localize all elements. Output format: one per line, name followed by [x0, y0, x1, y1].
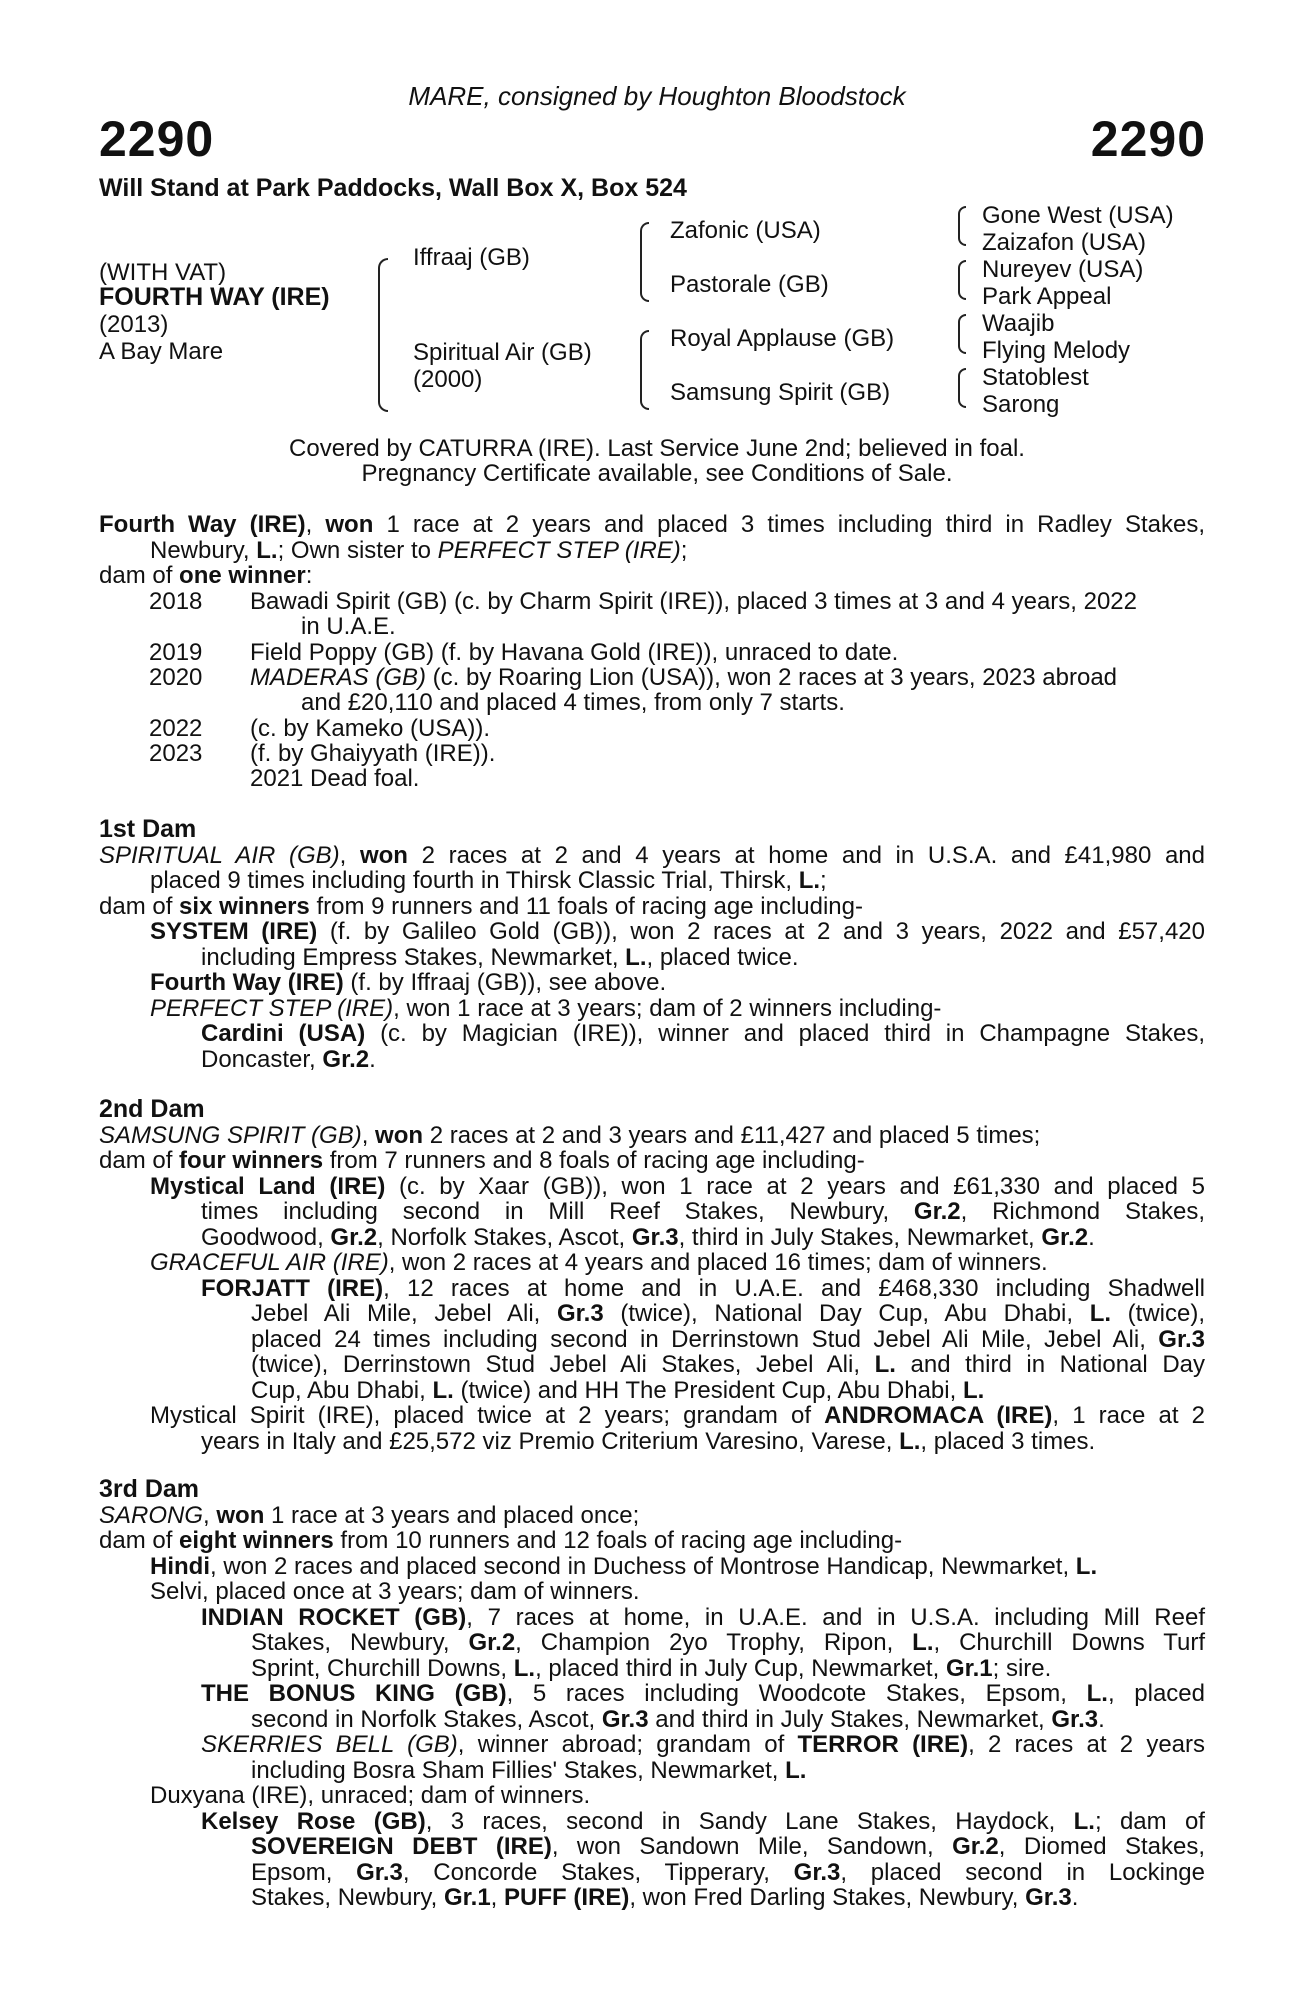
produce-year: 2018 [149, 588, 203, 615]
pedigree-brace-main [378, 258, 388, 412]
pedigree-g6: Flying Melody [982, 337, 1131, 364]
progeny-text: , won 2 races at 4 years and placed 16 times; dam of winners. [388, 1249, 1048, 1276]
intro-text: ; Own sister to [277, 536, 438, 564]
text-fragment: (twice), [1111, 1300, 1206, 1327]
progeny-text: , won 2 races and placed second in Duchess of Montrose Handicap, Newmarket, [210, 1552, 1076, 1580]
progeny-name: Hindi [150, 1552, 210, 1580]
dam-text: from 7 runners and 8 foals of racing age including- [323, 1147, 865, 1174]
text-fragment: Gr.2 [330, 1223, 378, 1251]
text-fragment: . [1098, 1705, 1105, 1733]
produce-text: (c. by Roaring Lion (USA)), won 2 races at 3 years, 2023 abroad [426, 664, 1118, 691]
section-title: 1st Dam [99, 815, 197, 843]
produce-row [149, 665, 1117, 691]
progeny-name: GRACEFUL AIR (IRE) [150, 1249, 389, 1276]
intro-text: : [305, 562, 313, 589]
progeny-text: , 3 races, second in Sandy Lane Stakes, Haydock, [425, 1807, 1074, 1835]
text-fragment: Gr.3 [557, 1300, 604, 1327]
progeny-text: , winner abroad; grandam of [457, 1731, 798, 1758]
pedigree-dam-sire: Royal Applause (GB) [670, 325, 895, 352]
pedigree-brace-g1 [958, 206, 966, 246]
pedigree-sire: Iffraaj (GB) [413, 244, 530, 271]
produce-row [149, 741, 495, 767]
section-title: 3rd Dam [99, 1475, 200, 1503]
progeny-text: ; dam of [1094, 1807, 1205, 1835]
won-label: won [216, 1501, 265, 1529]
listed-label: L. [798, 867, 821, 894]
produce-text: (c. by Kameko (USA)). [250, 715, 491, 742]
intro-text: Newbury, [150, 536, 257, 564]
dam-text: dam of [99, 1527, 180, 1554]
text-fragment: Gr.2 [1041, 1223, 1089, 1251]
progeny-name: FORJATT (IRE) [201, 1274, 384, 1302]
text-fragment: . [1088, 1223, 1095, 1251]
text-fragment: Gr.3 [1025, 1884, 1072, 1911]
produce-year: 2019 [149, 639, 203, 666]
text-fragment: Gr.2 [468, 1629, 516, 1656]
text-fragment: , placed second in Lockinge [840, 1858, 1205, 1886]
text-fragment: , won Fred Darling Stakes, Newbury, [629, 1884, 1026, 1911]
group-label: Gr.2 [322, 1045, 370, 1073]
text-fragment: second in Norfolk Stakes, Ascot, [251, 1705, 602, 1733]
progeny-text: , placed twice. [646, 943, 799, 971]
intro-section: Fourth Way (IRE), won 1 race at 2 years and placed 3 times including third in Radley Stakes, Newbury, L.; Own sister to PERFECT STEP (IRE); dam of one winner: [99, 511, 1205, 589]
progeny-name: THE BONUS KING (GB) [201, 1680, 507, 1707]
pedigree-g2: Zaizafon (USA) [982, 229, 1147, 256]
text-fragment: . [1071, 1884, 1079, 1911]
text-fragment: L. [962, 1376, 985, 1404]
dam-text: 2 races at 2 and 4 years at home and in U.S.A. and £41,980 and [407, 841, 1205, 869]
text-fragment: L. [912, 1629, 934, 1656]
pedigree-sire-dam: Pastorale (GB) [670, 271, 829, 298]
text-fragment: , Concorde Stakes, Tipperary, [402, 1858, 794, 1886]
progeny-text: including Empress Stakes, Newmarket, [201, 943, 626, 971]
listed-label: L. [256, 536, 278, 564]
dam-text: placed 9 times including fourth in Thirsk Classic Trial, Thirsk, [150, 867, 799, 894]
dam-text: 2 races at 2 and 3 years and £11,427 and placed 5 times; [423, 1121, 1041, 1149]
text-fragment: Gr.3 [631, 1223, 679, 1251]
text-fragment: L. [1089, 1300, 1112, 1327]
progeny-name: SYSTEM (IRE) [150, 918, 318, 945]
progeny-text: , won 1 race at 3 years; dam of 2 winners including- [393, 994, 942, 1022]
text-fragment: Gr.1 [443, 1884, 491, 1911]
text-fragment: Gr.3 [793, 1858, 841, 1886]
covered-line-2: Pregnancy Certificate available, see Conditions of Sale. [361, 460, 953, 487]
dam-text: dam of [99, 1147, 180, 1174]
second-dam-section: 2nd Dam SAMSUNG SPIRIT (GB), won 2 races at 2 and 3 years and £11,427 and placed 5 times; dam of four winners from 7 runners and 8 foals of racing age including- Mystical Land (IRE) (c. by Xaar (GB)), won 1 race at 2 years and £61,330 and placed 5 times including second in Mill Reef Stakes, Newbury, Gr.2, Richmond Stakes, Goodwood, Gr.2, Norfolk Stakes, Ascot, Gr.3, third in July Stakes, Newmarket, Gr.2. GRACEFUL AIR (IRE), won 2 races at 4 years and placed 16 times; dam of winners. FORJATT (IRE), 12 races at home and in U.A.E. and £468,330 including Shadwell Jebel Ali Mile, Jebel Ali, Gr.3 (twice), National Day Cup, Abu Dhabi, L. (twice), placed 24 times including second in Derrinstown Stud Jebel Ali Mile, Jebel Ali, Gr.3 (twice), Derrinstown Stud Jebel Ali Stakes, Jebel Ali, L. and third in National Day Cup, Abu Dhabi, L. (twice) and HH The President Cup, Abu Dhabi, L. Mystical Spirit (IRE), placed twice at 2 years; grandam of ANDROMACA (IRE), 1 race at 2 years in Italy and £25,572 viz Premio Criterium Varesino, Varese, L., placed 3 times. [99, 1095, 1206, 1455]
text-fragment: , Churchill Downs Turf [933, 1629, 1205, 1656]
produce-row [149, 640, 898, 666]
pedigree-g8: Sarong [982, 391, 1060, 418]
progeny-name: TERROR (IRE) [797, 1731, 969, 1758]
progeny-text: Doncaster, [201, 1045, 323, 1073]
text-fragment: ; sire. [992, 1654, 1052, 1682]
horse-name: FOURTH WAY (IRE) [99, 283, 330, 311]
listed-label: L. [625, 943, 647, 971]
text-fragment: Gr.1 [945, 1654, 993, 1682]
text-fragment: , [490, 1884, 505, 1911]
winners-count: one winner [179, 562, 306, 589]
text-fragment: Sprint, Churchill Downs, [251, 1654, 514, 1682]
text-fragment: L. [785, 1756, 807, 1784]
produce-name: MADERAS (GB) [250, 664, 427, 691]
progeny-text: (f. by Iffraaj (GB)), see above. [343, 969, 667, 996]
text-fragment: , won Sandown Mile, Sandown, [551, 1833, 953, 1860]
text-fragment: SOVEREIGN DEBT (IRE) [251, 1833, 552, 1860]
text-fragment: , Norfolk Stakes, Ascot, [377, 1223, 632, 1251]
dam-text: from 10 runners and 12 foals of racing age including- [333, 1527, 903, 1554]
text-fragment: , Champion 2yo Trophy, Ripon, [515, 1629, 913, 1656]
text-fragment: including Bosra Sham Fillies' Stakes, Newmarket, [251, 1756, 786, 1784]
text-fragment: , placed 3 times. [920, 1427, 1096, 1455]
progeny-text: , 1 race at 2 [1052, 1402, 1205, 1429]
text-fragment: placed 24 times including second in Derrinstown Stud Jebel Ali Mile, Jebel Ali, [251, 1325, 1159, 1353]
winners-count: six winners [179, 892, 310, 920]
dam-name: SARONG [99, 1501, 204, 1529]
progeny-name: Fourth Way (IRE) [150, 969, 344, 996]
progeny-text: Selvi, placed once at 3 years; dam of winners. [150, 1578, 640, 1605]
intro-text: dam of [99, 562, 180, 589]
pedigree-g5: Waajib [982, 310, 1055, 337]
text-fragment: and third in July Stakes, Newmarket, [648, 1705, 1052, 1733]
produce-row-cont: and £20,110 and placed 4 times, from only 7 starts. [301, 689, 845, 716]
progeny-text: , placed [1107, 1680, 1205, 1707]
intro-text: ; [680, 536, 688, 564]
text-fragment: PUFF (IRE) [504, 1884, 630, 1911]
intro-text: 1 race at 2 years and placed 3 times including third in Radley Stakes, [373, 511, 1205, 538]
progeny-name: Kelsey Rose (GB) [201, 1807, 426, 1835]
first-dam-section: 1st Dam SPIRITUAL AIR (GB), won 2 races at 2 and 4 years at home and in U.S.A. and £41,980 and placed 9 times including fourth in Thirsk Classic Trial, Thirsk, L.; dam of six winners from 9 runners and 11 foals of racing age including- SYSTEM (IRE) (f. by Galileo Gold (GB)), won 2 races at 2 and 3 years, 2022 and £57,420 including Empress Stakes, Newmarket, L., placed twice. Fourth Way (IRE) (f. by Iffraaj (GB)), see above. PERFECT STEP (IRE), won 1 race at 3 years; dam of 2 winners including- Cardini (USA) (c. by Magician (IRE)), winner and placed third in Champagne Stakes, Doncaster, Gr.2. [99, 815, 1206, 1073]
pedigree-g1: Gone West (USA) [982, 202, 1174, 229]
text-fragment: Stakes, Newbury, [251, 1884, 444, 1911]
vat-note: (WITH VAT) [99, 259, 227, 286]
won-label: won [359, 841, 408, 869]
stand-location: Will Stand at Park Paddocks, Wall Box X, Box 524 [99, 174, 687, 202]
sister-name: PERFECT STEP (IRE) [437, 536, 681, 564]
text-fragment: and third in National Day [895, 1351, 1205, 1378]
progeny-name: PERFECT STEP (IRE) [150, 994, 394, 1022]
third-dam-section: 3rd Dam SARONG, won 1 race at 3 years and placed once; dam of eight winners from 10 runners and 12 foals of racing age including- Hindi, won 2 races and placed second in Duchess of Montrose Handicap, Newmarket, L. Selvi, placed once at 3 years; dam of winners. INDIAN ROCKET (GB), 7 races at home, in U.A.E. and in U.S.A. including Mill Reef Stakes, Newbury, Gr.2, Champion 2yo Trophy, Ripon, L., Churchill Downs Turf Sprint, Churchill Downs, L., placed third in July Cup, Newmarket, Gr.1; sire. THE BONUS KING (GB), 5 races including Woodcote Stakes, Epsom, L., placed second in Norfolk Stakes, Ascot, Gr.3 and third in July Stakes, Newmarket, Gr.3. SKERRIES BELL (GB), winner abroad; grandam of TERROR (IRE), 2 races at 2 years including Bosra Sham Fillies' Stakes, Newmarket, L. Duxyana (IRE), unraced; dam of winners. Kelsey Rose (GB), 3 races, second in Sandy Lane Stakes, Haydock, L.; dam of SOVEREIGN DEBT (IRE), won Sandown Mile, Sandown, Gr.2, Diomed Stakes, Epsom, Gr.3, Concorde Stakes, Tipperary, Gr.3, placed second in Lockinge Stakes, Newbury, Gr.1, PUFF (IRE), won Fred Darling Stakes, Newbury, Gr.3. [99, 1475, 1206, 1911]
pedigree-brace-g2 [958, 260, 966, 300]
text-fragment: (twice) and HH The President Cup, Abu Dhabi, [453, 1376, 963, 1404]
progeny-text: , 12 races at home and in U.A.E. and £468,330 including Shadwell [383, 1274, 1205, 1302]
text-fragment: L. [513, 1654, 536, 1682]
text-fragment: years in Italy and £25,572 viz Premio Criterium Varesino, Varese, [201, 1427, 900, 1455]
progeny-text: , 5 races including Woodcote Stakes, Epsom, [506, 1680, 1087, 1707]
produce-text: 2021 Dead foal. [250, 765, 420, 792]
progeny-name: Mystical Land (IRE) [150, 1172, 386, 1200]
text-fragment: Gr.3 [601, 1705, 649, 1733]
pedigree-dam: Spiritual Air (GB) [413, 339, 592, 366]
dam-name: SPIRITUAL AIR (GB) [99, 841, 340, 869]
produce-year: 2020 [149, 664, 203, 691]
progeny-text: (c. by Xaar (GB)), won 1 race at 2 years and £61,330 and placed 5 [385, 1172, 1205, 1200]
progeny-text: , 7 races at home, in U.A.E. and in U.S.A. including Mill Reef [466, 1603, 1205, 1631]
horse-description: A Bay Mare [99, 338, 224, 365]
text-fragment: Cup, Abu Dhabi, [251, 1376, 433, 1404]
dam-text: dam of [99, 892, 180, 920]
produce-row-cont: in U.A.E. [301, 613, 396, 640]
listed-label: L. [1073, 1807, 1095, 1835]
text-fragment: (twice), Derrinstown Stud Jebel Ali Stakes, Jebel Ali, [251, 1351, 875, 1378]
text-fragment: , Richmond Stakes, [960, 1198, 1205, 1225]
pedigree-g7: Statoblest [982, 364, 1089, 391]
produce-year: 2023 [149, 740, 203, 767]
produce-row [149, 589, 1137, 615]
produce-text: Field Poppy (GB) (f. by Havana Gold (IRE)), unraced to date. [250, 639, 899, 666]
text-fragment: (twice), National Day Cup, Abu Dhabi, [603, 1300, 1090, 1327]
section-title: 2nd Dam [99, 1095, 205, 1123]
text-fragment: Gr.3 [1051, 1705, 1099, 1733]
progeny-text: Mystical Spirit (IRE), placed twice at 2 years; grandam of [150, 1402, 825, 1429]
produce-row [149, 766, 419, 792]
horse-year: (2013) [99, 311, 169, 338]
text-fragment: times including second in Mill Reef Stakes, Newbury, [201, 1198, 914, 1225]
pedigree-brace-dam [640, 330, 649, 410]
consignment-line: MARE, consigned by Houghton Bloodstock [408, 81, 906, 111]
pedigree-g3: Nureyev (USA) [982, 256, 1144, 283]
dam-text: from 9 runners and 11 foals of racing age including- [309, 892, 863, 920]
produce-text: Bawadi Spirit (GB) (c. by Charm Spirit (IRE)), placed 3 times at 3 and 4 years, 2022 [250, 588, 1138, 615]
pedigree-brace-g3 [958, 314, 966, 354]
pedigree-brace-sire [640, 222, 649, 302]
won-label: won [325, 511, 374, 538]
won-label: won [375, 1121, 424, 1149]
text-fragment: Goodwood, [201, 1223, 331, 1251]
text-fragment: Gr.2 [952, 1833, 999, 1860]
covered-line-1: Covered by CATURRA (IRE). Last Service June 2nd; believed in foal. [289, 435, 1025, 462]
lot-number-right: 2290 [1090, 111, 1206, 167]
text-fragment: Jebel Ali Mile, Jebel Ali, [251, 1300, 557, 1327]
progeny-text: (c. by Magician (IRE)), winner and placed third in Champagne Stakes, [365, 1020, 1206, 1047]
progeny-text: (f. by Galileo Gold (GB)), won 2 races at 2 and 3 years, 2022 and £57,420 [317, 918, 1205, 945]
listed-label: L. [1086, 1680, 1108, 1707]
progeny-text: , 2 races at 2 years [968, 1731, 1206, 1758]
text-fragment: Gr.3 [1158, 1325, 1205, 1353]
horse-name-text: Fourth Way (IRE) [99, 511, 306, 538]
text-fragment: L. [432, 1376, 454, 1404]
produce-text: (f. by Ghaiyyath (IRE)). [250, 740, 496, 767]
text-fragment: Gr.3 [356, 1858, 403, 1886]
text-fragment: Epsom, [251, 1858, 357, 1886]
produce-row [149, 716, 490, 742]
progeny-name: ANDROMACA (IRE) [824, 1402, 1053, 1429]
pedigree-brace-g4 [958, 368, 966, 408]
text-fragment: Stakes, Newbury, [251, 1629, 469, 1656]
dam-name: SAMSUNG SPIRIT (GB) [99, 1121, 362, 1149]
progeny-name: Cardini (USA) [201, 1020, 366, 1047]
text-fragment: , Diomed Stakes, [998, 1833, 1206, 1860]
text-fragment: , placed third in July Cup, Newmarket, [535, 1654, 946, 1682]
lot-number-left: 2290 [99, 111, 215, 167]
progeny-text: Duxyana (IRE), unraced; dam of winners. [150, 1782, 591, 1809]
progeny-name: SKERRIES BELL (GB) [201, 1731, 458, 1758]
text-fragment: Gr.2 [913, 1198, 961, 1225]
text-fragment: L. [874, 1351, 896, 1378]
winners-count: eight winners [179, 1527, 334, 1554]
pedigree-dam-year: (2000) [413, 366, 483, 393]
pedigree-dam-dam: Samsung Spirit (GB) [670, 379, 891, 406]
progeny-name: INDIAN ROCKET (GB) [201, 1603, 467, 1631]
pedigree-g4: Park Appeal [982, 283, 1112, 310]
listed-label: L. [1075, 1552, 1098, 1580]
text-fragment: , third in July Stakes, Newmarket, [678, 1223, 1042, 1251]
winners-count: four winners [179, 1147, 324, 1174]
text-fragment: L. [899, 1427, 921, 1455]
dam-text: 1 race at 3 years and placed once; [264, 1501, 640, 1529]
produce-year: 2022 [149, 715, 203, 742]
pedigree-sire-sire: Zafonic (USA) [670, 217, 821, 244]
